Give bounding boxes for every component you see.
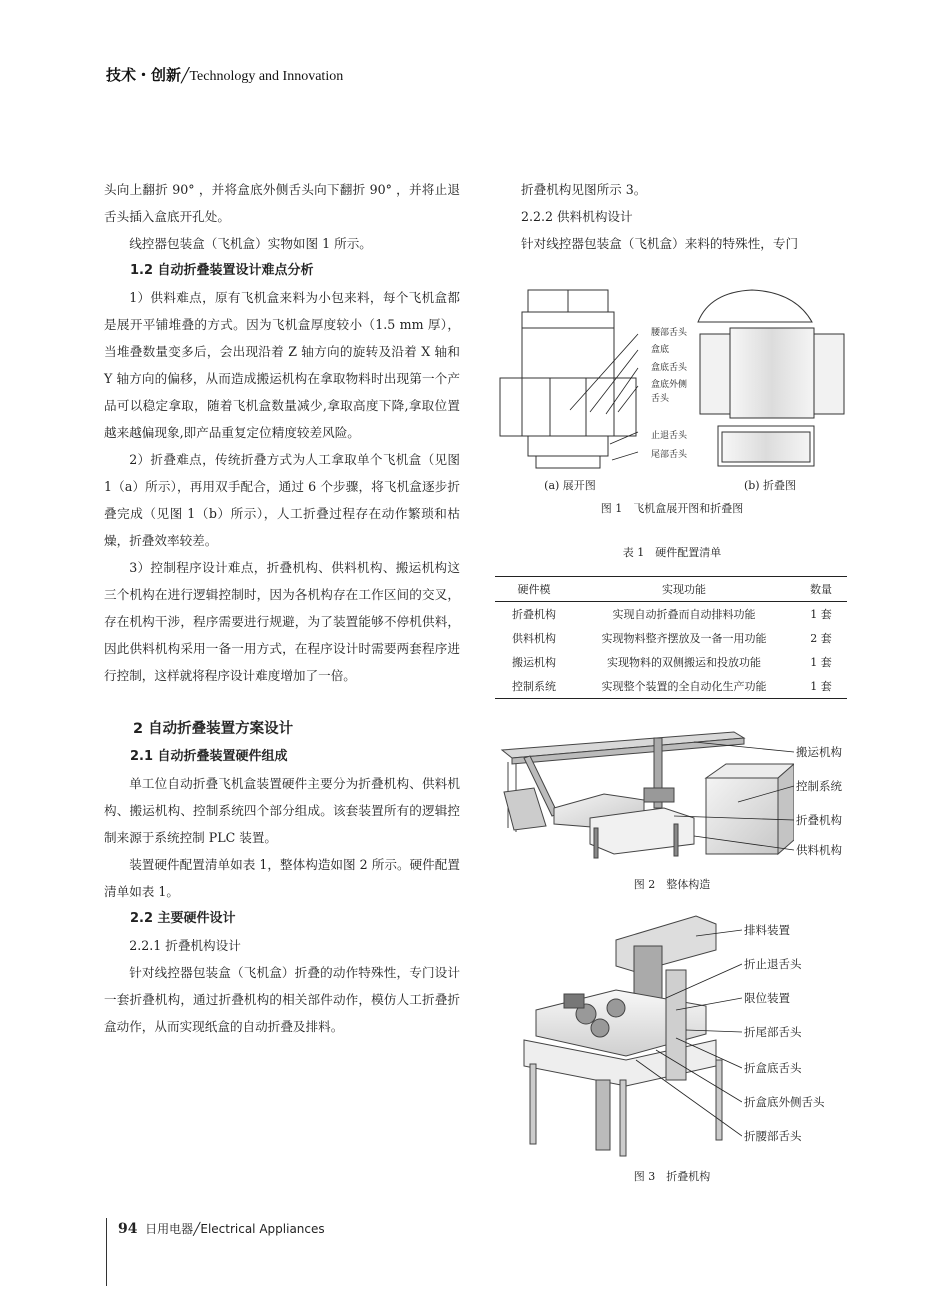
table-row bbox=[495, 674, 847, 699]
left-column bbox=[104, 176, 460, 1040]
table-header-cell: 实现功能 bbox=[573, 577, 795, 602]
paragraph: 装置硬件配置清单如表 1，整体构造如图 2 所示。硬件配置清单如表 1。 bbox=[104, 857, 460, 899]
fig1-label-4: 舌头 bbox=[651, 394, 670, 404]
figure3-drawing bbox=[516, 910, 742, 1160]
fig3-label-6: 折腰部舌头 bbox=[744, 1129, 802, 1143]
fig3-caption: 图 3 折叠机构 bbox=[633, 1170, 711, 1183]
paragraph: 2.2.2 供料机构设计 bbox=[521, 209, 633, 224]
footer bbox=[118, 1220, 325, 1237]
fig1-sub-b: (b) 折叠图 bbox=[743, 479, 797, 492]
header-section-en: ╱Technology and Innovation bbox=[181, 69, 344, 84]
fig1-label-0: 腰部舌头 bbox=[651, 328, 688, 338]
fig2-label-0: 搬运机构 bbox=[796, 745, 842, 759]
table-cell: 搬运机构 bbox=[512, 656, 556, 669]
left-column-part1 bbox=[104, 176, 460, 689]
left-column-part2 bbox=[104, 716, 460, 1040]
table-cell: 1 套 bbox=[810, 656, 832, 669]
table-row bbox=[495, 626, 847, 650]
table-header-row bbox=[495, 577, 847, 602]
fig3-label-5: 折盒底外侧舌头 bbox=[744, 1095, 825, 1109]
paragraph: 折叠机构见图所示 3。 bbox=[521, 182, 647, 197]
journal-name-en: ╱Electrical Appliances bbox=[193, 1222, 325, 1236]
paragraph: 线控器包装盒（飞机盒）实物如图 1 所示。 bbox=[129, 236, 372, 251]
journal-name: 日用电器 bbox=[145, 1222, 194, 1236]
fig1-label-1: 盒底 bbox=[651, 345, 670, 355]
fig2-caption: 图 2 整体构造 bbox=[633, 878, 711, 891]
running-header bbox=[106, 64, 343, 85]
paragraph: 单工位自动折叠飞机盒装置硬件主要分为折叠机构、供料机构、搬运机构、控制系统四个部分组成。该套装置所有的逻辑控制来源于系统控制 PLC 装置。 bbox=[104, 776, 460, 845]
fig1-label-3: 盒底外侧 bbox=[651, 380, 688, 390]
footer-rule bbox=[106, 1218, 107, 1286]
header-section-cn: 技术・创新 bbox=[106, 66, 182, 84]
fig2-label-1: 控制系统 bbox=[796, 779, 842, 793]
right-column bbox=[521, 176, 849, 257]
paragraph: 头向上翻折 90° ，并将盒底外侧舌头向下翻折 90° ，并将止退舌头插入盒底开孔处。 bbox=[104, 182, 460, 224]
paragraph: 针对线控器包装盒（飞机盒）来料的特殊性，专门 bbox=[521, 236, 799, 251]
table-cell: 控制系统 bbox=[495, 674, 573, 699]
table-cell: 1 套 bbox=[795, 674, 847, 699]
page-number: 94 bbox=[118, 1221, 138, 1237]
paragraph: 1.2 自动折叠装置设计难点分析 bbox=[130, 263, 314, 278]
paragraph: 3）控制程序设计难点，折叠机构、供料机构、搬运机构这三个机构在进行逻辑控制时，因为各机构存在工作区间的交叉，存在机构干涉，程序需要进行规避，为了装置能够不停机供料，因此供料机构采用一备一用方式，在程序设计时需要两套程序进行控制，这样就将程序设计难度增加了一倍。 bbox=[104, 560, 460, 683]
fig1-caption: 图 1 飞机盒展开图和折叠图 bbox=[600, 502, 744, 515]
table-header-cell: 数量 bbox=[795, 577, 847, 602]
table-cell: 供料机构 bbox=[512, 632, 556, 645]
table1 bbox=[495, 576, 847, 699]
figure2-drawing bbox=[494, 728, 794, 868]
paragraph: 2）折叠难点，传统折叠方式为人工拿取单个飞机盒（见图 1（a）所示），再用双手配合，通过 6 个步骤，将飞机盒逐步折叠完成（见图 1（b）所示），人工折叠过程存在动作繁琐和枯燥，折叠效率较差。 bbox=[104, 452, 460, 548]
fig3-label-3: 折尾部舌头 bbox=[744, 1025, 802, 1039]
table-cell: 实现物料的双侧搬运和投放功能 bbox=[607, 656, 761, 669]
fig1-sub-a: (a) 展开图 bbox=[544, 479, 596, 492]
table-cell: 实现物料整齐摆放及一备一用功能 bbox=[601, 632, 767, 645]
fig1-label-5: 止退舌头 bbox=[651, 431, 688, 441]
table-cell: 折叠机构 bbox=[512, 608, 556, 621]
fig2-label-3: 供料机构 bbox=[796, 843, 842, 857]
fig1-label-2: 盒底舌头 bbox=[651, 363, 688, 373]
paragraph: 2.2 主要硬件设计 bbox=[130, 911, 236, 926]
paragraph: 2.1 自动折叠装置硬件组成 bbox=[130, 749, 288, 764]
table-cell: 实现自动折叠而自动排料功能 bbox=[612, 608, 756, 621]
table-cell: 1 套 bbox=[810, 608, 832, 621]
paragraph: 2 自动折叠装置方案设计 bbox=[133, 721, 294, 737]
folded-box bbox=[698, 290, 844, 466]
fig3-label-2: 限位装置 bbox=[744, 991, 790, 1005]
hardware-table bbox=[495, 576, 847, 699]
fig3-label-1: 折止退舌头 bbox=[744, 957, 802, 971]
fig3-label-0: 排料装置 bbox=[744, 923, 790, 937]
table-row bbox=[495, 602, 847, 627]
fig1-label-6: 尾部舌头 bbox=[651, 450, 688, 460]
table-cell: 实现整个装置的全自动化生产功能 bbox=[573, 674, 795, 699]
folding-mechanism bbox=[524, 916, 722, 1156]
fig2-label-2: 折叠机构 bbox=[796, 813, 842, 827]
fig3-label-4: 折盒底舌头 bbox=[744, 1061, 802, 1075]
table-header-cell: 硬件模 bbox=[495, 577, 573, 602]
table-row bbox=[495, 650, 847, 674]
paragraph: 2.2.1 折叠机构设计 bbox=[129, 938, 241, 953]
paragraph: 1）供料难点，原有飞机盒来料为小包来料，每个飞机盒都是展开平铺堆叠的方式。因为飞机盒厚度较小（1.5 mm 厚），当堆叠数量变多后，会出现沿着 Z 轴方向的旋转及沿着 X 轴和 Y 轴方向的偏移，从而造成搬运机构在拿取物料时出现第一个产品可以稳定拿取，随着飞机盒数量减少,拿取高度下降,拿取位置越来越偏现象,即产品重复定位精度较差风险。 bbox=[104, 290, 460, 440]
table-cell: 2 套 bbox=[810, 632, 832, 645]
table1-title: 表 1 硬件配置清单 bbox=[622, 546, 722, 559]
overall-machine bbox=[502, 732, 794, 858]
paragraph: 针对线控器包装盒（飞机盒）折叠的动作特殊性，专门设计一套折叠机构，通过折叠机构的相关部件动作，模仿人工折叠折盒动作，从而实现纸盒的自动折叠及排料。 bbox=[104, 965, 460, 1034]
section-gap bbox=[104, 689, 460, 716]
